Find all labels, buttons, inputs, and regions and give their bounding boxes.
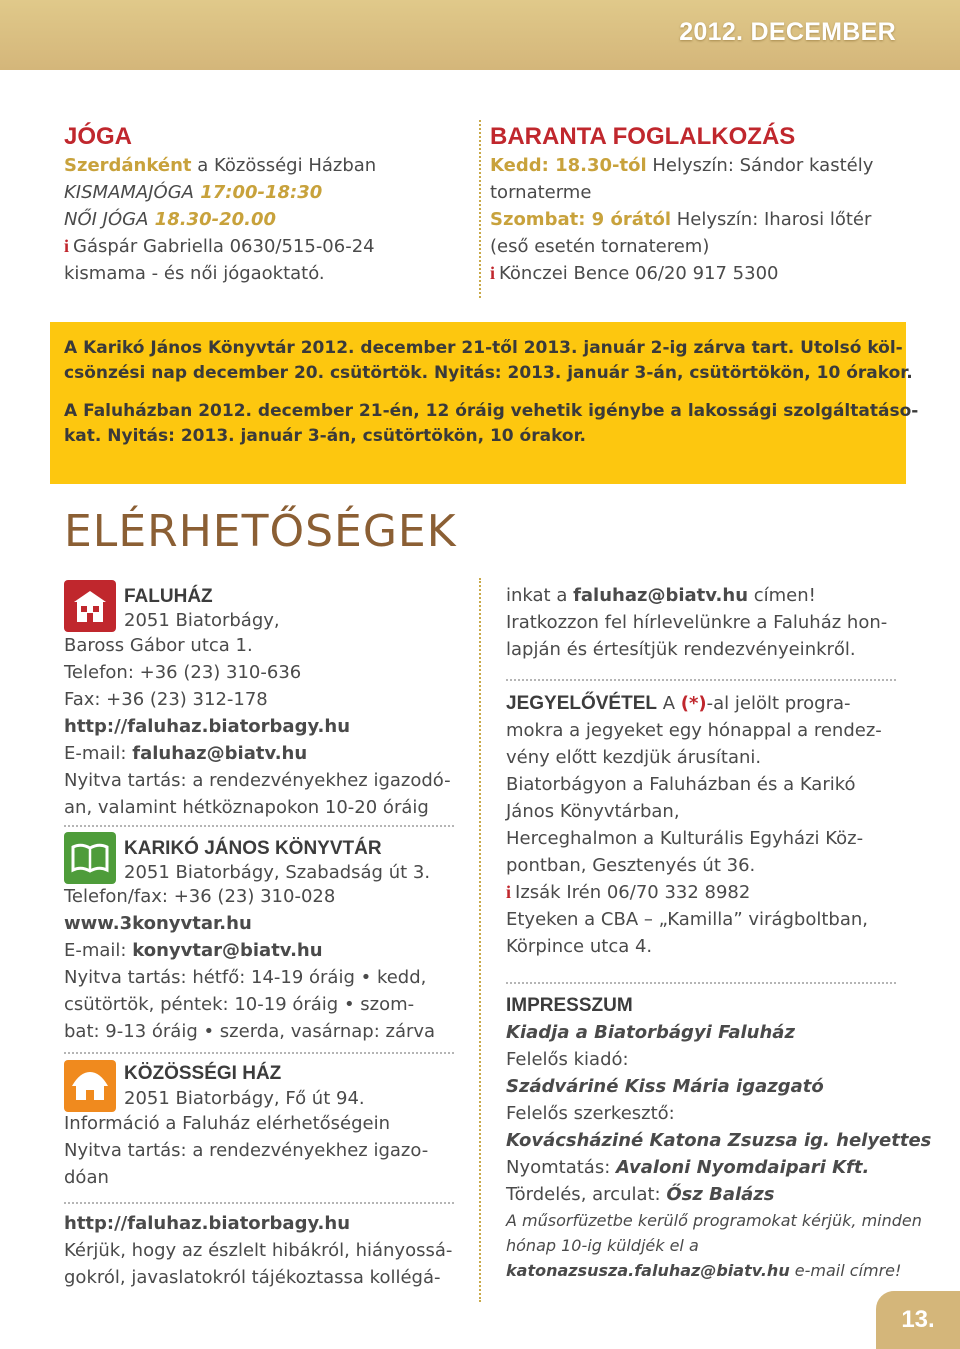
impressum-title: IMPRESSZUM <box>506 995 633 1016</box>
notice-line: A Karikó János Könyvtár 2012. december 21-től 2013. január 2-ig zárva tart. Utolsó köl- <box>64 338 903 358</box>
baranta-line-2: tornaterme <box>490 182 592 203</box>
faluhaz-name: FALUHÁZ <box>124 586 213 607</box>
info-icon: i <box>64 236 70 256</box>
house-icon <box>64 580 116 632</box>
impressum-print: Nyomtatás: Avaloni Nyomdaipari Kft. <box>506 1157 870 1178</box>
ticket-line: János Könyvtárban, <box>506 801 680 822</box>
divider <box>64 1202 454 1204</box>
column-divider-bottom <box>479 578 481 1302</box>
baranta-line-1: Kedd: 18.30-tól Helyszín: Sándor kastély <box>490 155 874 176</box>
ticket-block <box>506 690 916 960</box>
library-email: E-mail: konyvtar@biatv.hu <box>64 940 323 961</box>
divider <box>64 1052 454 1054</box>
kozossegi-name: KÖZÖSSÉGI HÁZ <box>124 1063 282 1084</box>
faluhaz-details <box>64 632 464 821</box>
impressum-block <box>506 992 932 1283</box>
yoga-title: JÓGA <box>64 123 133 150</box>
kozossegi-details <box>64 1110 464 1191</box>
issue-month: 2012. DECEMBER <box>679 18 896 46</box>
faluhaz-email-link[interactable]: faluhaz@biatv.hu <box>132 743 308 764</box>
newsletter-text: lapján és értesítjük rendezvényeinkről. <box>506 639 856 660</box>
ticket-line-1: JEGYELŐVÉTEL A (*)-al jelölt progra- <box>506 693 851 714</box>
ticket-contact: i Izsák Irén 06/70 332 8982 <box>506 882 751 903</box>
yoga-line-1: Szerdánként a Közösségi Házban <box>64 155 377 176</box>
impressum-layout: Tördelés, arculat: Ősz Balázs <box>506 1184 775 1205</box>
column-divider-top <box>479 120 481 298</box>
baranta-line-3: Szombat: 9 órától Helyszín: Iharosi lőtér <box>490 209 872 230</box>
community-house-icon <box>64 1060 116 1112</box>
submission-note: katonazsusza.faluhaz@biatv.hu e-mail címre! <box>506 1261 902 1280</box>
impressum-publisher: Kiadja a Biatorbágyi Faluház <box>506 1022 795 1043</box>
baranta-title: BARANTA FOGLALKOZÁS <box>490 123 796 150</box>
faluhaz-web-link[interactable]: http://faluhaz.biatorbagy.hu <box>64 716 351 737</box>
divider <box>64 825 454 827</box>
impressum-value: Kovácsháziné Katona Zsuzsa ig. helyettes <box>506 1130 932 1151</box>
submission-email-link[interactable]: katonazsusza.faluhaz@biatv.hu <box>506 1261 790 1280</box>
yoga-contact-2: kismama - és női jógaoktató. <box>64 263 325 284</box>
ticket-line: pontban, Gesztenyés út 36. <box>506 855 756 876</box>
baranta-line-4: (eső esetén tornaterem) <box>490 236 710 257</box>
yoga-contact: i Gáspár Gabriella 0630/515-06-24 <box>64 236 375 257</box>
notice-line: kat. Nyitás: 2013. január 3-án, csütörtökön, 10 órakor. <box>64 426 587 446</box>
kozossegi-addr: 2051 Biatorbágy, Fő út 94. <box>124 1088 365 1109</box>
impressum-value: Szádváriné Kiss Mária igazgató <box>506 1076 824 1097</box>
ticket-title: JEGYELŐVÉTEL <box>506 693 657 714</box>
library-hours: csütörtök, péntek: 10-19 óráig • szom- <box>64 994 415 1015</box>
ticket-line: Etyeken a CBA – „Kamilla” virágboltban, <box>506 909 868 930</box>
contact-email-line: inkat a faluhaz@biatv.hu címen! <box>506 585 816 606</box>
faluhaz-hours: Nyitva tartás: a rendezvényekhez igazodó- <box>64 770 451 791</box>
library-phone: Telefon/fax: +36 (23) 310-028 <box>64 886 336 907</box>
ticket-line: vény előtt kezdjük árusítani. <box>506 747 762 768</box>
notice-line: csönzési nap december 20. csütörtök. Nyitás: 2013. január 3-án, csütörtökön, 10 órakor. <box>64 363 913 383</box>
faluhaz-hours: an, valamint hétköznapokon 10-20 óráig <box>64 797 429 818</box>
info-icon: i <box>490 263 496 283</box>
closure-notice <box>50 322 919 484</box>
faluhaz-fax: Fax: +36 (23) 312-178 <box>64 689 268 710</box>
kozossegi-hours: dóan <box>64 1167 109 1188</box>
library-hours: Nyitva tartás: hétfő: 14-19 óráig • kedd, <box>64 967 427 988</box>
page-number: 13. <box>876 1291 960 1349</box>
library-email-link[interactable]: konyvtar@biatv.hu <box>132 940 323 961</box>
faluhaz-addr2: Baross Gábor utca 1. <box>64 635 253 656</box>
notice-line: A Faluházban 2012. december 21-én, 12 óráig vehetik igénybe a lakossági szolgáltatáso- <box>64 401 919 421</box>
library-name: KARIKÓ JÁNOS KÖNYVTÁR <box>124 838 382 859</box>
impressum-label: Felelős kiadó: <box>506 1049 629 1070</box>
book-icon <box>64 832 116 884</box>
yoga-line-3: NŐI JÓGA 18.30-20.00 <box>64 209 277 230</box>
ticket-star: (*) <box>680 693 707 714</box>
submission-note: A műsorfüzetbe kerülő programokat kérjük, minden <box>506 1211 922 1230</box>
ticket-line: Herceghalmon a Kulturális Egyházi Köz- <box>506 828 864 849</box>
kozossegi-info: Információ a Faluház elérhetőségein <box>64 1113 390 1134</box>
ticket-line: mokra a jegyeket egy hónappal a rendez- <box>506 720 882 741</box>
divider <box>506 679 896 681</box>
site-url-link[interactable]: http://faluhaz.biatorbagy.hu <box>64 1213 351 1234</box>
ticket-line: Körpince utca 4. <box>506 936 653 957</box>
info-icon: i <box>506 882 512 902</box>
ticket-line: Biatorbágyon a Faluházban és a Karikó <box>506 774 856 795</box>
impressum-label: Felelős szerkesztő: <box>506 1103 675 1124</box>
library-addr: 2051 Biatorbágy, Szabadság út 3. <box>124 862 431 883</box>
library-hours: bat: 9-13 óráig • szerda, vasárnap: zárva <box>64 1021 436 1042</box>
divider <box>506 982 896 984</box>
faluhaz-addr1: 2051 Biatorbágy, <box>124 610 280 631</box>
submission-note: hónap 10-ig küldjék el a <box>506 1236 699 1255</box>
library-web-link[interactable]: www.3konyvtar.hu <box>64 913 252 934</box>
faluhaz-phone: Telefon: +36 (23) 310-636 <box>64 662 302 683</box>
contacts-title: ELÉRHETŐSÉGEK <box>64 506 457 557</box>
faluhaz-email: E-mail: faluhaz@biatv.hu <box>64 743 308 764</box>
contact-email-link[interactable]: faluhaz@biatv.hu <box>573 585 749 606</box>
kozossegi-hours: Nyitva tartás: a rendezvényekhez igazo- <box>64 1140 429 1161</box>
site-text: Kérjük, hogy az észlelt hibákról, hiányossá- <box>64 1240 453 1261</box>
yoga-block <box>64 122 464 287</box>
newsletter-text: Iratkozzon fel hírlevelünkre a Faluház hon- <box>506 612 888 633</box>
yoga-line-2: KISMAMAJÓGA 17:00-18:30 <box>64 182 323 203</box>
library-details <box>64 883 464 1045</box>
baranta-contact: i Könczei Bence 06/20 917 5300 <box>490 263 779 284</box>
right-column <box>506 582 916 663</box>
site-text: gokról, javaslatokról tájékoztassa kollégá- <box>64 1267 441 1288</box>
baranta-block <box>490 122 910 287</box>
site-block <box>64 1210 464 1291</box>
